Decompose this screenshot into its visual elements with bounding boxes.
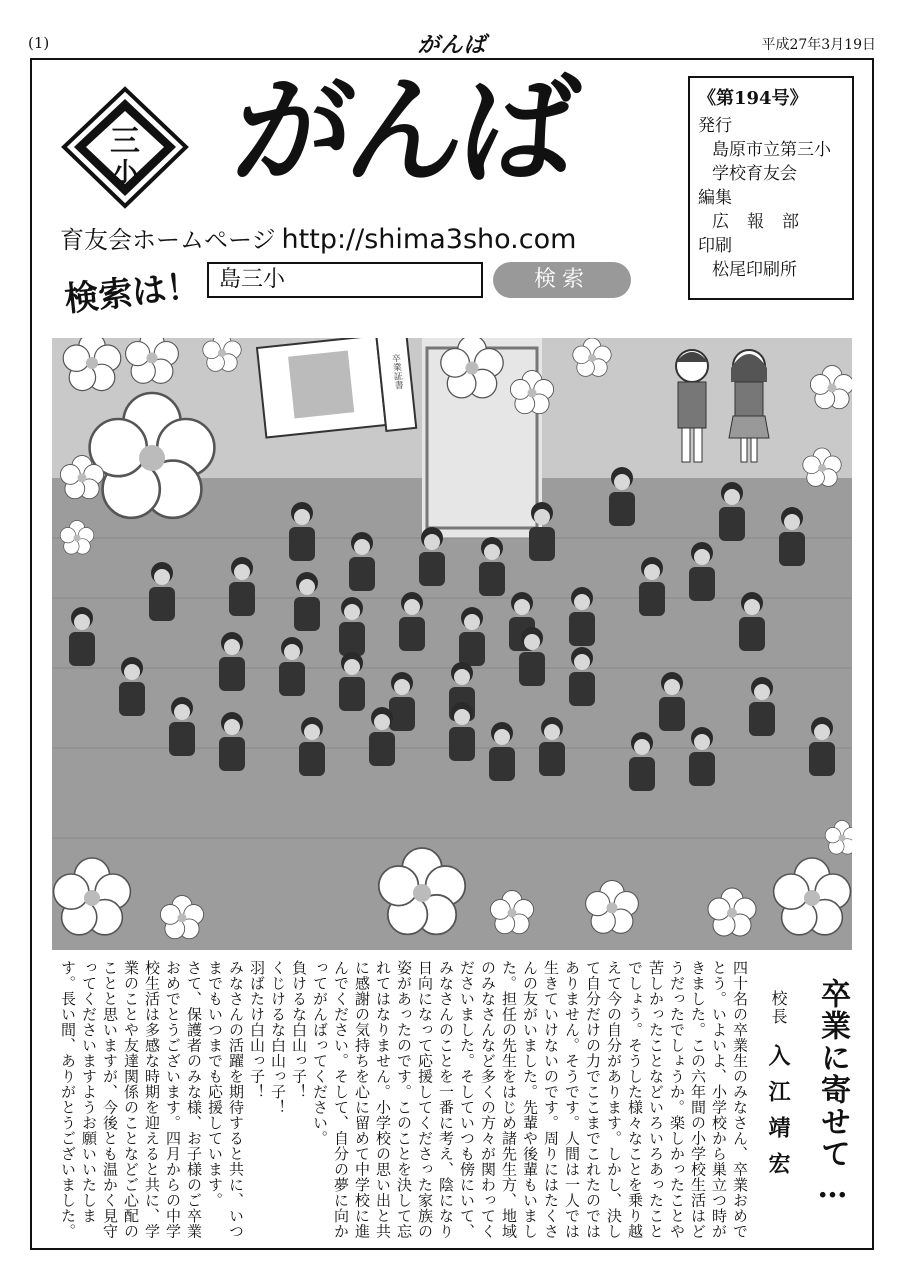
logo-char-bottom: 小 <box>111 158 139 188</box>
graduation-photo <box>52 338 852 950</box>
search-button[interactable]: 検索 <box>493 262 631 298</box>
certificate-text: 卒業証書 <box>389 353 404 390</box>
principal-message <box>48 960 858 1242</box>
issue-info-box <box>688 76 854 300</box>
article-paragraph: 負けるな白山っ子！ <box>290 960 308 1100</box>
masthead-title: がんば <box>227 62 579 200</box>
article-paragraph: くじけるな白山っ子！ <box>269 960 287 1115</box>
article-body <box>50 960 750 1242</box>
homepage-url[interactable]: http://shima3sho.com <box>281 224 577 255</box>
search-callout: 検索は！ <box>62 265 203 320</box>
school-logo <box>60 85 190 210</box>
homepage-line <box>60 220 576 255</box>
issue-number: 《第194号》 <box>698 88 808 109</box>
publisher-name: 島原市立第三小学校育友会 <box>712 140 831 184</box>
page-number: (1) <box>28 34 50 52</box>
editor-label: 編集 <box>698 188 732 208</box>
issue-date: 平成27年3月19日 <box>761 37 876 53</box>
article-title: 卒業に寄せて… <box>815 978 850 1207</box>
certificate-icon <box>257 338 417 443</box>
article-paragraph: 四十名の卒業生のみなさん、卒業おめでとう。いよいよ、小学校から巣立つ時がきました。この六年間の小学校生活はどうだったでしょうか。楽しかったことや苦しかったことなどいろいろあったことでしょう。そうした様々なことを乗り越えて今の自分があります。しかし、決して自分だけの力でここまでこれたのではありません。そうです。人間は一人では生きていけないのです。周りにはたくさんの友がいました。先輩や後輩もいました。担任の先生をはじめ諸先生方、地域のみなさんなど多くの方々が関わってくださいました。そしていつも傍にいて、みなさんのことを一番に考え、陰になり日向になって応援してくださった家族の姿があったのです。このことを決して忘れてはなりません。小学校の思い出と共に感謝の気持ちを心に留めて中学校に進んでください。そして、自分の夢に向かってがんばってください。 <box>311 960 749 1239</box>
article-author <box>764 990 794 1272</box>
top-header <box>28 28 876 58</box>
article-paragraph: 羽ばたけ白山っ子！ <box>248 960 266 1100</box>
printer-label: 印刷 <box>698 236 732 256</box>
running-title: がんば <box>417 33 487 58</box>
homepage-label: 育友会ホームページ <box>60 226 276 254</box>
photo-illustration <box>52 338 852 950</box>
search-input[interactable]: 島三小 <box>207 262 483 298</box>
article-paragraph: さて、保護者のみな様、お子様のご卒業おめでとうございます。四月からの中学校生活は多感な時期を迎えると共に、学業のことや友達関係のことなどご心配のことと思いますが、今後とも温かく見守ってくださいますようお願いいたします。長い間、ありがとうございました。 <box>59 960 203 1239</box>
article-paragraph: みなさんの活躍を期待すると共に、いつまでもいつまでも応援しています。 <box>206 960 245 1239</box>
author-role: 校長 <box>769 990 788 1026</box>
logo-char-top: 三 <box>110 124 140 159</box>
publisher-label: 発行 <box>698 116 732 136</box>
editor-name: 広報部 <box>712 212 817 232</box>
author-name: 入江靖宏 <box>765 1044 791 1188</box>
printer-name: 松尾印刷所 <box>712 260 797 280</box>
